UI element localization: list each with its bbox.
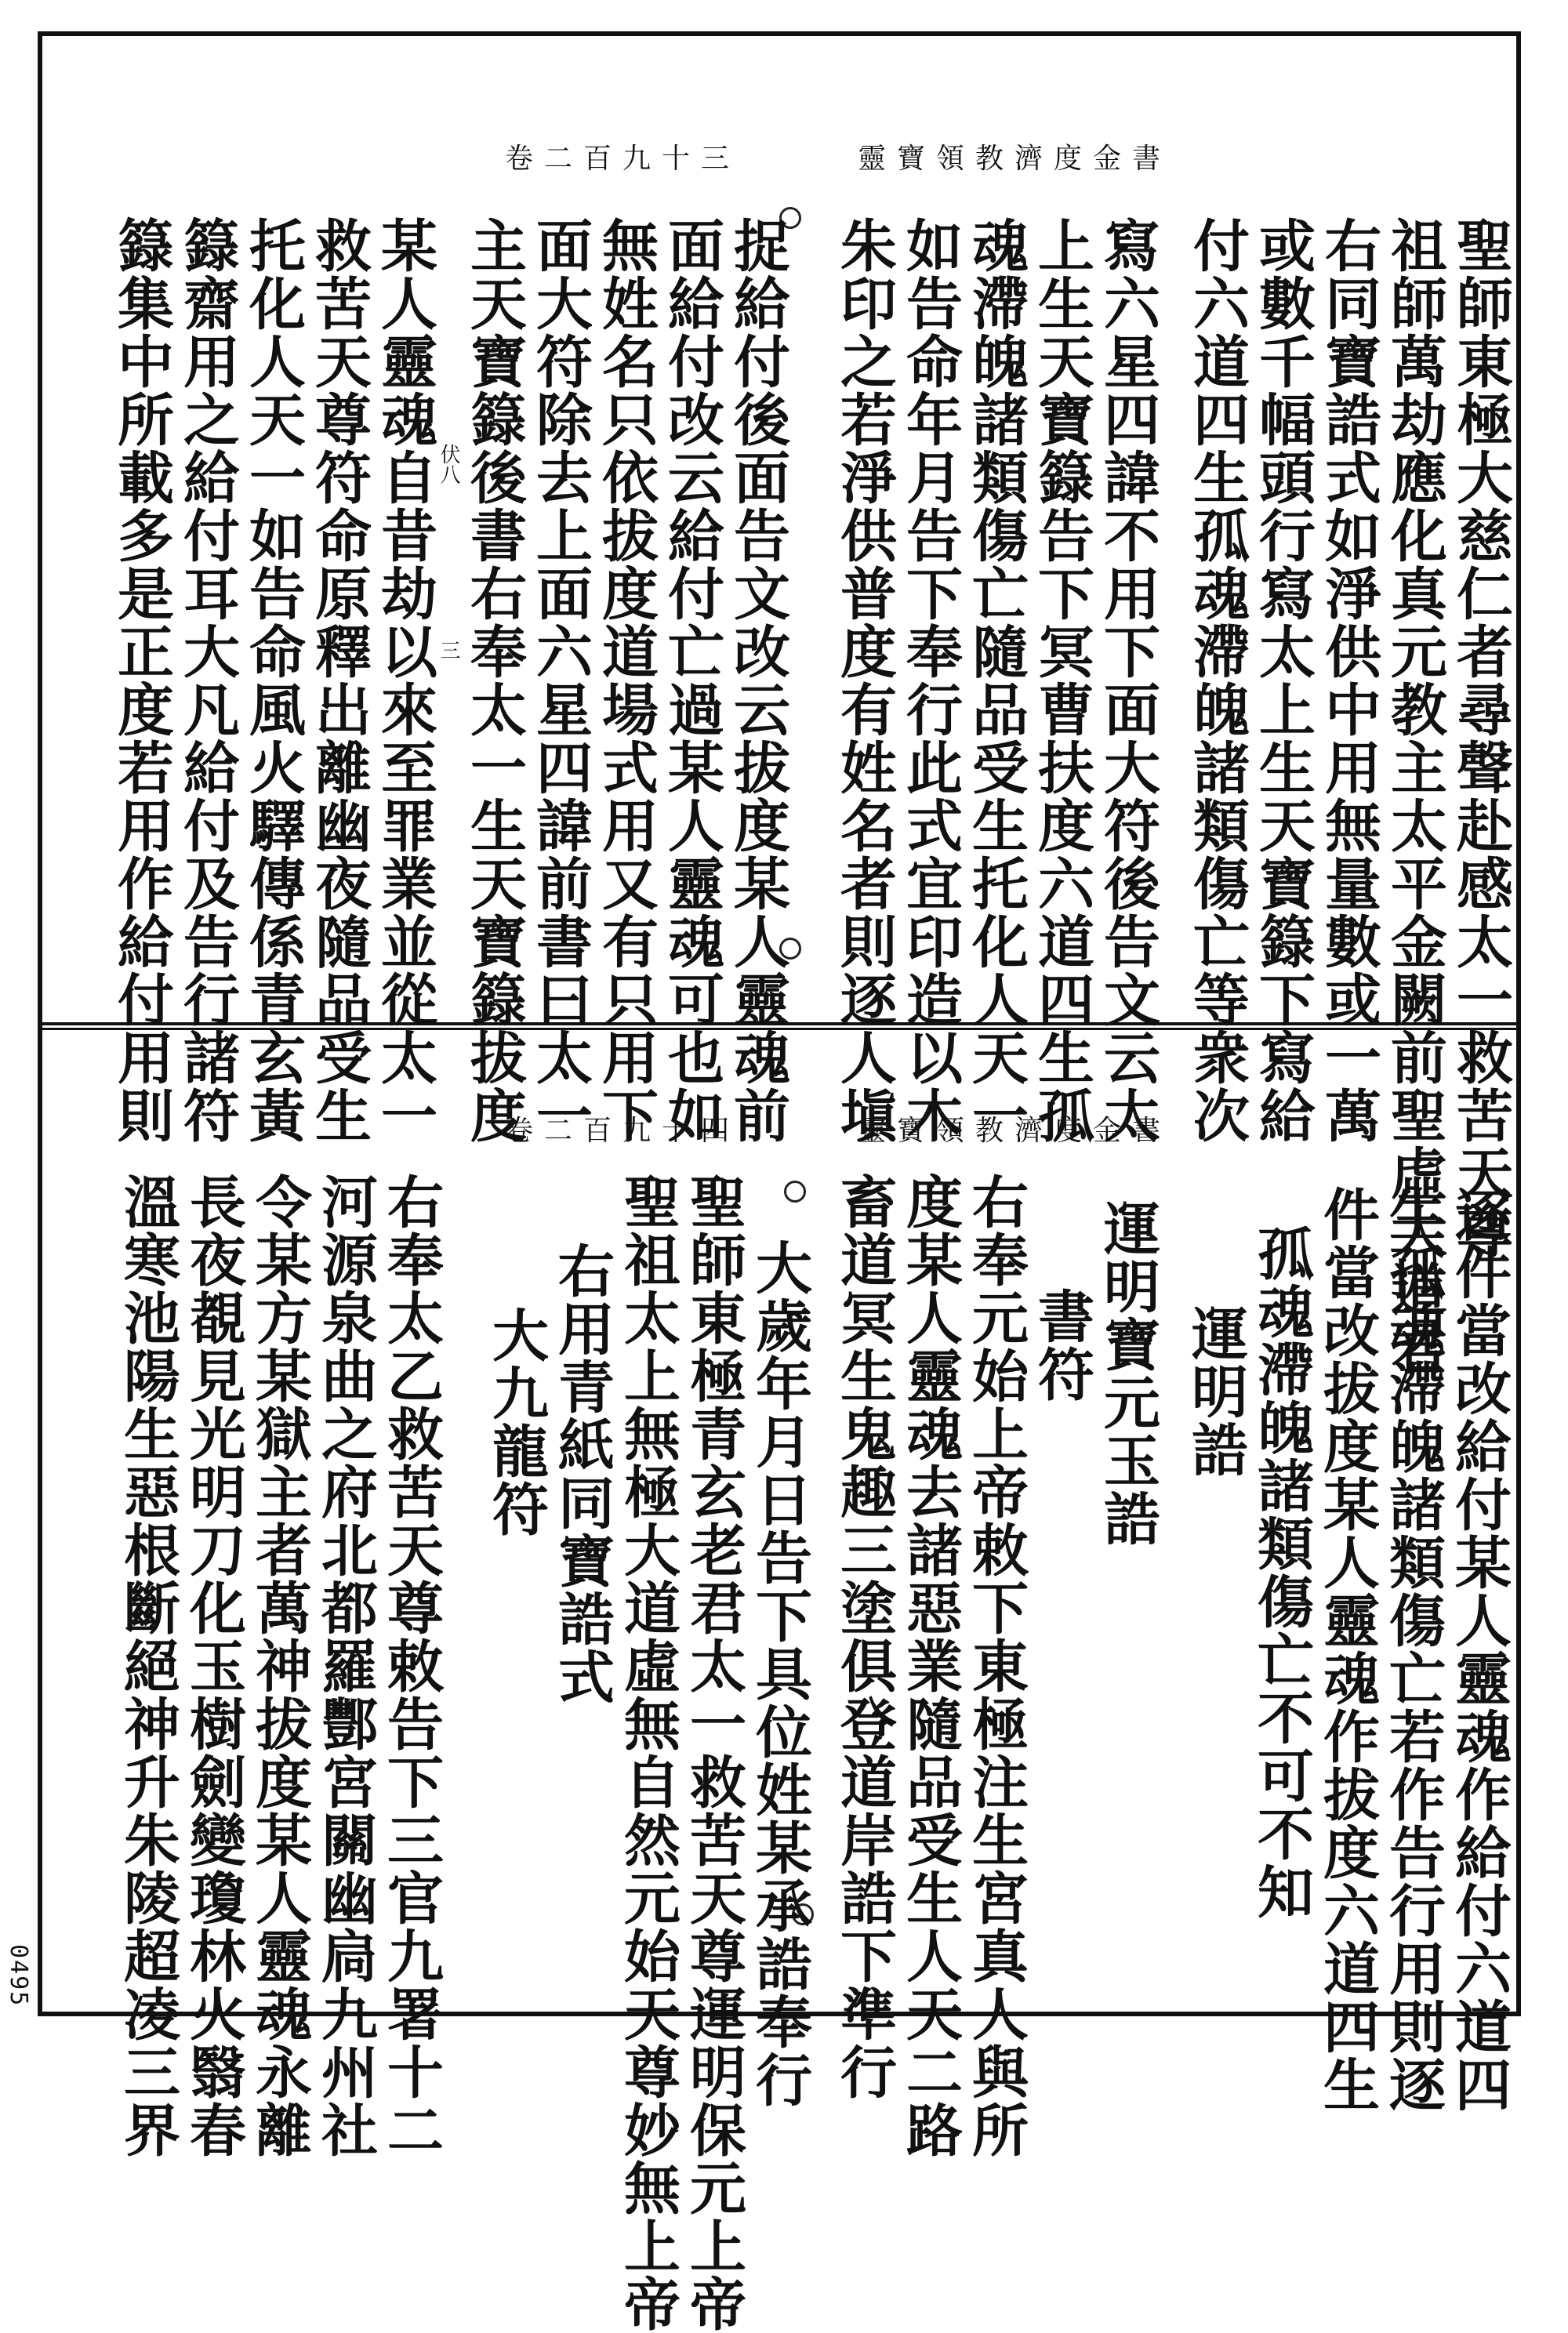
text-column: 籙齋用之給付耳大凡給付及告行諸符 bbox=[174, 216, 241, 1145]
page-divider bbox=[42, 1022, 1516, 1030]
text-column: 魂滯魄諸類傷亡隨品受生托化人天一 bbox=[963, 216, 1029, 1145]
text-column: 主天寶籙後書右奉太一生天寶籙拔度 bbox=[461, 216, 528, 1145]
text-column: 右同寶誥式如淨供中用無量數或一萬 bbox=[1316, 216, 1382, 1145]
text-column: 面給付改云給付亡過某人靈魂可也如 bbox=[659, 216, 725, 1145]
text-column: 右用青紙同寶誥式 bbox=[549, 1242, 615, 1706]
text-column: 畜道冥生鬼趣三塗俱登道岸誥下準行 bbox=[831, 1173, 898, 2101]
text-column: 度某人靈魂去諸惡業隨品受生人天二路 bbox=[897, 1173, 964, 2159]
bottom-header-title: 靈寶領教濟度金書 bbox=[857, 1115, 1171, 1147]
text-column: 救苦天尊符命原釋出離幽夜隨品受生 bbox=[306, 216, 372, 1145]
text-column: 籙集中所載多是正度若用作給付用則 bbox=[108, 216, 175, 1145]
text-column: 聖師東極青玄老君太一救苦天尊運明保元上帝 bbox=[681, 1173, 747, 2333]
text-column: 溫寒池陽生惡根斷絕神升朱陵超凌三界 bbox=[114, 1173, 181, 2159]
text-column: 右奉太乙救苦天尊敕告下三官九署十二 bbox=[378, 1173, 445, 2159]
top-header bbox=[42, 36, 1516, 175]
text-column: 孤魂滯魄諸類傷亡不可不知 bbox=[1248, 1225, 1315, 1921]
text-column: 某人靈魂自昔劫以來至罪業並從太一 bbox=[372, 216, 438, 1145]
text-column: 托化人天一如告命風火驛傳係青玄黃 bbox=[240, 216, 307, 1145]
bottom-header bbox=[42, 1032, 1516, 1147]
bottom-header-chapter: 卷二百九十四 bbox=[505, 1115, 741, 1147]
text-column: 令某方某獄主者萬神拔度某人靈魂永離 bbox=[246, 1173, 313, 2159]
text-column: 付六道四生孤魂滯魄諸類傷亡等衆次 bbox=[1184, 216, 1250, 1145]
text-column: 生孤魂滯魄諸類傷亡若作告行用則逐 bbox=[1380, 1185, 1446, 2113]
text-column: 如告命年月告下奉行此式宜印造以木 bbox=[897, 216, 964, 1145]
text-column: 右奉元始上帝敕下東極注生宮真人與所 bbox=[963, 1173, 1029, 2159]
text-column: 聖祖太上無極大道虛無自然元始天尊妙無上帝 bbox=[615, 1173, 681, 2333]
text-column: 書符 bbox=[1029, 1287, 1095, 1403]
text-column: 聖師東極大慈仁者尋聲赴感太一救苦天尊 bbox=[1447, 216, 1514, 1261]
text-column: 面大符除去上面六星四諱前書曰太一 bbox=[527, 216, 593, 1145]
text-column: 或數千幅頭行寫太上生天寶籙下寫給 bbox=[1250, 216, 1316, 1145]
text-column: 朱印之若淨供普度有姓名者則逐人塡 bbox=[831, 216, 898, 1145]
text-column: 大九龍符 bbox=[483, 1306, 550, 1538]
text-column: 祖師萬劫應化真元教主太平金闕前聖虛大道君 bbox=[1381, 216, 1448, 1377]
page-number: 0495 bbox=[5, 1944, 32, 2008]
text-column: 運明誥 bbox=[1182, 1304, 1249, 1479]
text-column: 逐件當改給付某人靈魂作給付六道四 bbox=[1446, 1185, 1512, 2113]
margin-note: 三 bbox=[437, 640, 460, 660]
text-column: 大歲年月日告下具位姓某承誥奉行 bbox=[746, 1239, 813, 2109]
top-header-chapter: 卷二百九十三 bbox=[505, 143, 741, 175]
text-column: 寫六星四諱不用下面大符後告文云太 bbox=[1094, 216, 1161, 1145]
text-column: 長夜覩見光明刀化玉樹劍變瓊林火翳春 bbox=[180, 1173, 247, 2159]
text-column: 運明寶元玉誥 bbox=[1094, 1199, 1161, 1547]
text-column: 捉給付後面告文改云拔度某人靈魂前 bbox=[724, 216, 791, 1145]
text-column: 上生天寶籙告下冥曹扶度六道四生孤 bbox=[1029, 216, 1095, 1145]
margin-note: 伏八 bbox=[437, 444, 460, 484]
bottom-page bbox=[42, 1032, 1516, 2333]
text-column: 河源泉曲之府北都羅酆宮關幽扃九州社 bbox=[312, 1173, 379, 2159]
top-header-title: 靈寶領教濟度金書 bbox=[857, 143, 1171, 175]
text-column: 件當改拔度某人靈魂作拔度六道四生 bbox=[1314, 1185, 1381, 2113]
circle-mark bbox=[784, 1181, 806, 1203]
text-column: 無姓名只依拔度道場式用又有只用下 bbox=[593, 216, 659, 1145]
